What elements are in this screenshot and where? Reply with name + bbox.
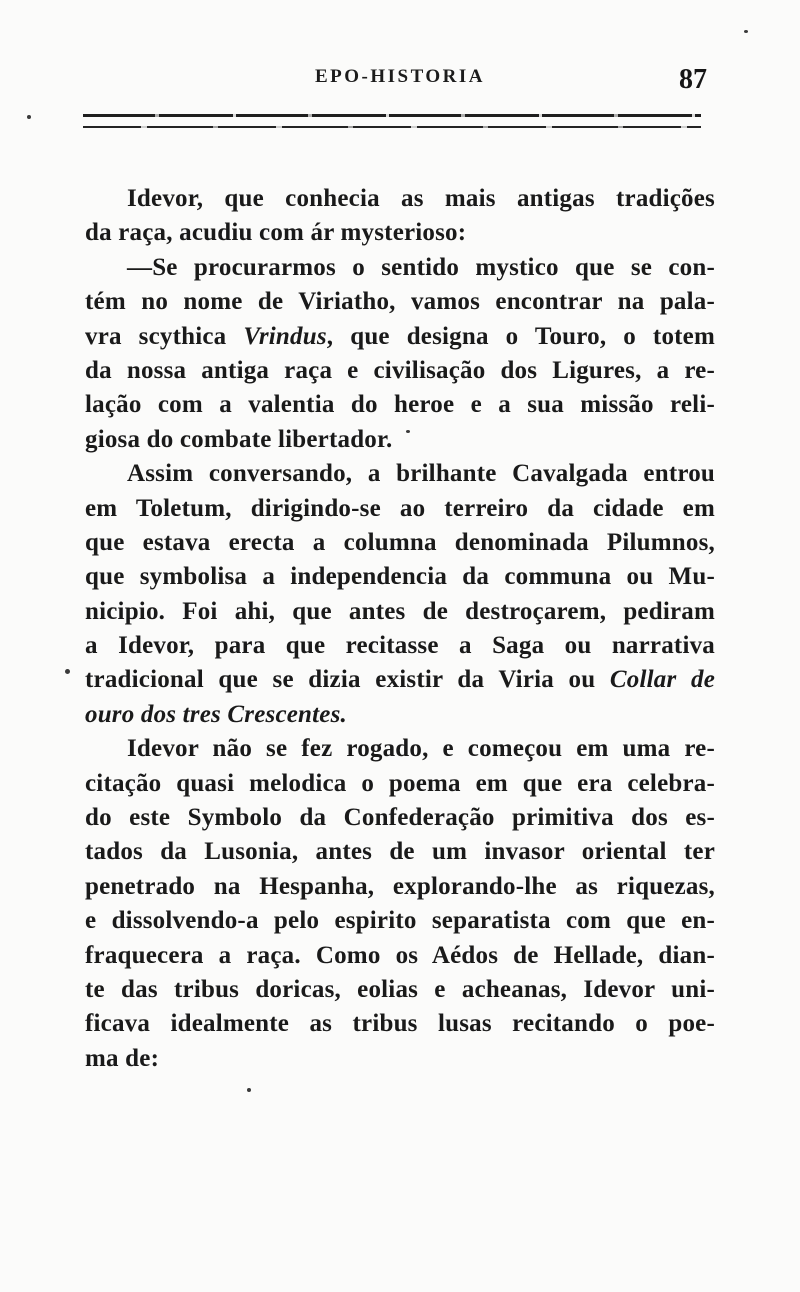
text-segment: lação com a valentia do heroe e a sua missão reli- (85, 391, 715, 419)
text-line (85, 354, 715, 388)
text-segment: tém no nome de Viriatho, vamos encontrar na pala- (85, 288, 715, 316)
page-title: EPO-HISTORIA (314, 66, 486, 87)
text-line (85, 732, 715, 766)
text-line (85, 939, 715, 973)
running-head (85, 66, 715, 96)
text-segment: nicipio. Foi ahi, que antes de destroçarem, pediram (85, 597, 715, 625)
text-line (85, 767, 715, 801)
text-segment: tados da Lusonia, antes de um invasor oriental ter (85, 838, 715, 866)
text-segment: em Toletum, dirigindo-se ao terreiro da cidade em (85, 494, 715, 522)
ink-speck (65, 669, 70, 674)
text-line (85, 182, 715, 216)
text-segment: —Se procurarmos o sentido mystico que se con- (127, 253, 715, 281)
page-number: 87 (679, 64, 707, 95)
text-segment: vra scythica (85, 322, 244, 350)
text-line (85, 320, 715, 354)
text-line (85, 457, 715, 491)
text-segment: giosa do combate libertador. (85, 425, 393, 453)
italic-text-segment: ouro dos tres Crescentes. (85, 700, 347, 728)
text-line (85, 629, 715, 663)
text-segment: que symbolisa a independencia da communa ou Mu- (85, 563, 715, 591)
text-line (85, 835, 715, 869)
text-line (85, 492, 715, 526)
header-rule-top (83, 114, 701, 117)
text-segment: do este Symbolo da Confederação primitiva dos es- (85, 804, 715, 832)
text-segment: , que designa o Touro, o totem (326, 322, 715, 350)
italic-text-segment: Collar de (609, 666, 715, 694)
text-line (85, 526, 715, 560)
text-line (85, 251, 715, 285)
ink-speck (27, 115, 31, 119)
text-segment: a Idevor, para que recitasse a Saga ou narrativa (85, 632, 715, 660)
text-segment: citação quasi melodica o poema em que era celebra- (85, 769, 715, 797)
text-segment: fraquecera a raça. Como os Aédos de Hellade, dian- (85, 941, 715, 969)
text-line (85, 801, 715, 835)
text-line (85, 870, 715, 904)
header-rule-bottom (83, 126, 701, 128)
text-segment: que estava erecta a columna denominada Pilumnos, (85, 528, 715, 556)
text-line (85, 973, 715, 1007)
ink-speck (744, 30, 748, 33)
text-segment: da nossa antiga raça e civilisação dos Ligures, a re- (85, 356, 715, 384)
text-segment: tradicional que se dizia existir da Viria ou (85, 666, 610, 694)
text-line (85, 1042, 715, 1076)
text-line (85, 1007, 715, 1041)
ink-speck (406, 430, 410, 433)
text-segment: ma de: (85, 1044, 160, 1072)
text-segment: Assim conversando, a brilhante Cavalgada entrou (127, 460, 715, 488)
text-segment: ficava idealmente as tribus lusas recitando o poe- (85, 1010, 715, 1038)
text-line (85, 595, 715, 629)
text-line (85, 285, 715, 319)
text-segment: Idevor não se fez rogado, e começou em uma re- (127, 735, 715, 763)
italic-text-segment: Vrindus (243, 322, 327, 350)
text-line (85, 560, 715, 594)
text-line (85, 423, 715, 457)
page-body (85, 182, 715, 1076)
text-line (85, 663, 715, 697)
text-line (85, 388, 715, 422)
text-line (85, 698, 715, 732)
ink-speck (247, 1088, 251, 1092)
text-segment: da raça, acudiu com ár mysterioso: (85, 219, 467, 247)
text-segment: te das tribus doricas, eolias e acheanas, Idevor uni- (85, 975, 715, 1003)
text-line (85, 216, 715, 250)
text-segment: Idevor, que conhecia as mais antigas tradições (127, 185, 715, 212)
text-segment: penetrado na Hespanha, explorando-lhe as riquezas, (85, 872, 715, 900)
text-line (85, 904, 715, 938)
text-segment: e dissolvendo-a pelo espirito separatista com que en- (85, 907, 715, 935)
